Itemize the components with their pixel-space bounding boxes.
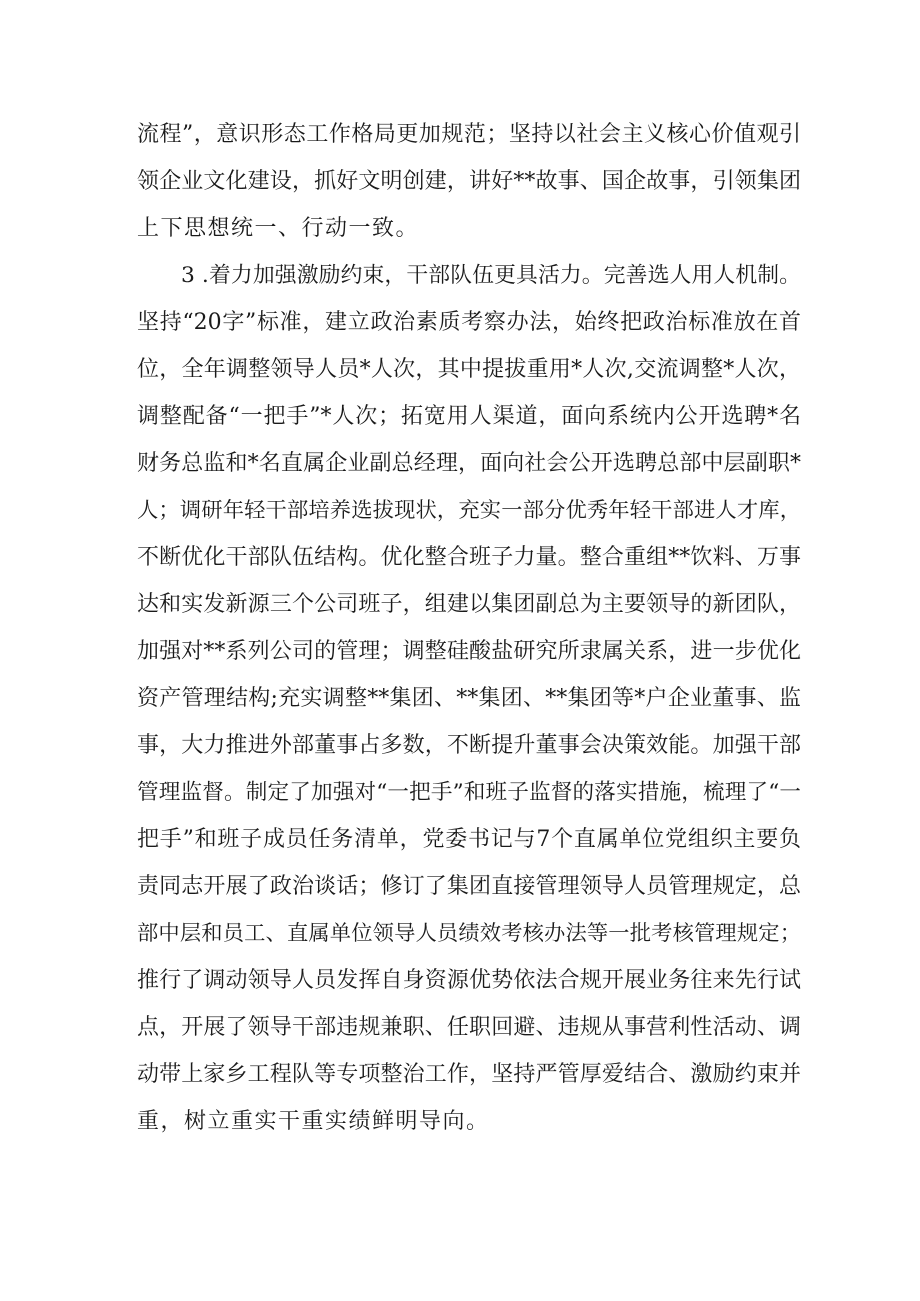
paragraph-line: 部中层和员工、直属单位领导人员绩效考核办法等一批考核管理规定； bbox=[137, 921, 801, 946]
paragraph-line: 管理监督。制定了加强对“一把手”和班子监督的落实措施，梳理了“一 bbox=[137, 780, 801, 805]
paragraph-line: 把手”和班子成员任务清单，党委书记与7个直属单位党组织主要负 bbox=[137, 827, 801, 852]
paragraph-line: 调整配备“一把手”*人次；拓宽用人渠道，面向系统内公开选聘*名 bbox=[137, 404, 801, 429]
paragraph-line: 点，开展了领导干部违规兼职、任职回避、违规从事营利性活动、调 bbox=[137, 1015, 801, 1040]
paragraph-line: 重，树立重实干重实绩鲜明导向。 bbox=[137, 1109, 490, 1134]
paragraph-line: 上下思想统一、行动一致。 bbox=[137, 216, 420, 241]
paragraph-2 bbox=[137, 252, 801, 1145]
paragraph-line: 不断优化干部队伍结构。优化整合班子力量。整合重组**饮料、万事 bbox=[137, 545, 801, 570]
paragraph-line: 动带上家乡工程队等专项整治工作，坚持严管厚爱结合、激励约束并 bbox=[137, 1062, 801, 1087]
paragraph-line: 责同志开展了政治谈话；修订了集团直接管理领导人员管理规定，总 bbox=[137, 874, 801, 899]
paragraph-line: 资产管理结构;充实调整**集团、**集团、**集团等*户企业董事、监 bbox=[137, 686, 801, 711]
paragraph-line: 领企业文化建设，抓好文明创建，讲好**故事、国企故事，引领集团 bbox=[137, 169, 801, 194]
paragraph-line: 推行了调动领导人员发挥自身资源优势依法合规开展业务往来先行试 bbox=[137, 968, 801, 993]
paragraph-heading-line: 3 .着力加强激励约束，干部队伍更具活力。完善选人用人机制。 bbox=[181, 263, 801, 288]
paragraph-line: 财务总监和*名直属企业副总经理，面向社会公开选聘总部中层副职* bbox=[137, 451, 801, 476]
paragraph-line: 加强对**系列公司的管理；调整硅酸盐研究所隶属关系，进一步优化 bbox=[137, 639, 801, 664]
paragraph-line: 达和实发新源三个公司班子，组建以集团副总为主要领导的新团队， bbox=[137, 592, 801, 617]
document-body bbox=[137, 111, 801, 1145]
paragraph-line: 位，全年调整领导人员*人次，其中提拔重用*人次,交流调整*人次， bbox=[137, 357, 801, 382]
paragraph-line: 事，大力推进外部董事占多数，不断提升董事会决策效能。加强干部 bbox=[137, 733, 801, 758]
paragraph-1 bbox=[137, 111, 801, 252]
paragraph-line: 人；调研年轻干部培养选拔现状，充实一部分优秀年轻干部进人才库， bbox=[137, 498, 801, 523]
paragraph-line: 流程”，意识形态工作格局更加规范；坚持以社会主义核心价值观引 bbox=[137, 122, 801, 147]
paragraph-line: 坚持“20字”标准，建立政治素质考察办法，始终把政治标准放在首 bbox=[137, 310, 801, 335]
